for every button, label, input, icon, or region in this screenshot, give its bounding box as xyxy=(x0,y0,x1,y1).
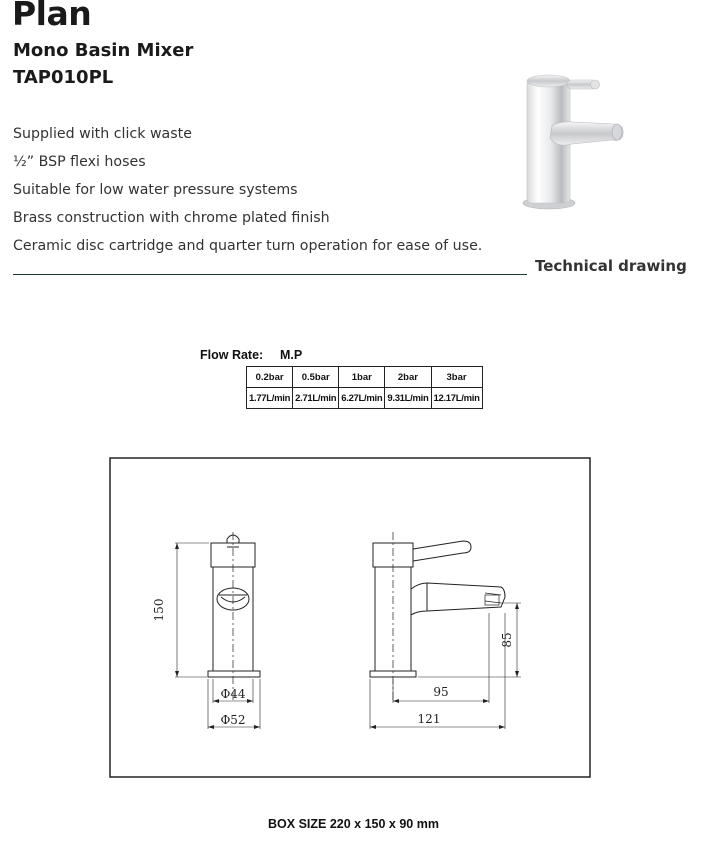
pressure-cell: 1bar xyxy=(339,367,385,388)
drawing-frame xyxy=(110,458,590,777)
rate-cell: 6.27L/min xyxy=(339,388,385,409)
pressure-row xyxy=(247,367,483,388)
section-divider xyxy=(13,274,527,275)
flow-rate-table xyxy=(246,366,483,409)
flow-rate-label: Flow Rate: xyxy=(200,348,264,362)
dim-total-depth: 121 xyxy=(417,712,441,726)
brand-logo-text: Plan xyxy=(12,0,92,33)
mixer-tap-photo xyxy=(512,66,632,216)
product-code: TAP010PL xyxy=(13,67,114,88)
feature-item: ½” BSP flexi hoses xyxy=(13,154,146,170)
front-view xyxy=(175,532,260,729)
flow-rate-type: M.P xyxy=(280,348,303,362)
technical-drawing xyxy=(109,457,592,779)
feature-item: Brass construction with chrome plated finish xyxy=(13,210,330,226)
pressure-cell: 0.5bar xyxy=(293,367,339,388)
product-name: Mono Basin Mixer xyxy=(13,40,194,61)
feature-item: Ceramic disc cartridge and quarter turn operation for ease of use. xyxy=(13,238,483,254)
dim-height: 150 xyxy=(152,598,166,622)
pressure-cell: 2bar xyxy=(385,367,431,388)
pressure-cell: 3bar xyxy=(431,367,482,388)
side-view xyxy=(370,532,521,729)
rate-cell: 12.17L/min xyxy=(431,388,482,409)
rate-row xyxy=(247,388,483,409)
feature-item: Suitable for low water pressure systems xyxy=(13,182,298,198)
dim-spout-reach: 95 xyxy=(433,685,449,699)
feature-item: Supplied with click waste xyxy=(13,126,192,142)
dim-base-diameter: Φ44 xyxy=(220,687,246,701)
technical-drawing-heading: Technical drawing xyxy=(535,257,687,275)
rate-cell: 1.77L/min xyxy=(247,388,293,409)
dim-outer-diameter: Φ52 xyxy=(220,713,246,727)
rate-cell: 9.31L/min xyxy=(385,388,431,409)
rate-cell: 2.71L/min xyxy=(293,388,339,409)
pressure-cell: 0.2bar xyxy=(247,367,293,388)
box-size-label: BOX SIZE 220 x 150 x 90 mm xyxy=(268,817,439,831)
feature-list xyxy=(13,123,482,263)
dim-spout-height: 85 xyxy=(500,632,514,648)
